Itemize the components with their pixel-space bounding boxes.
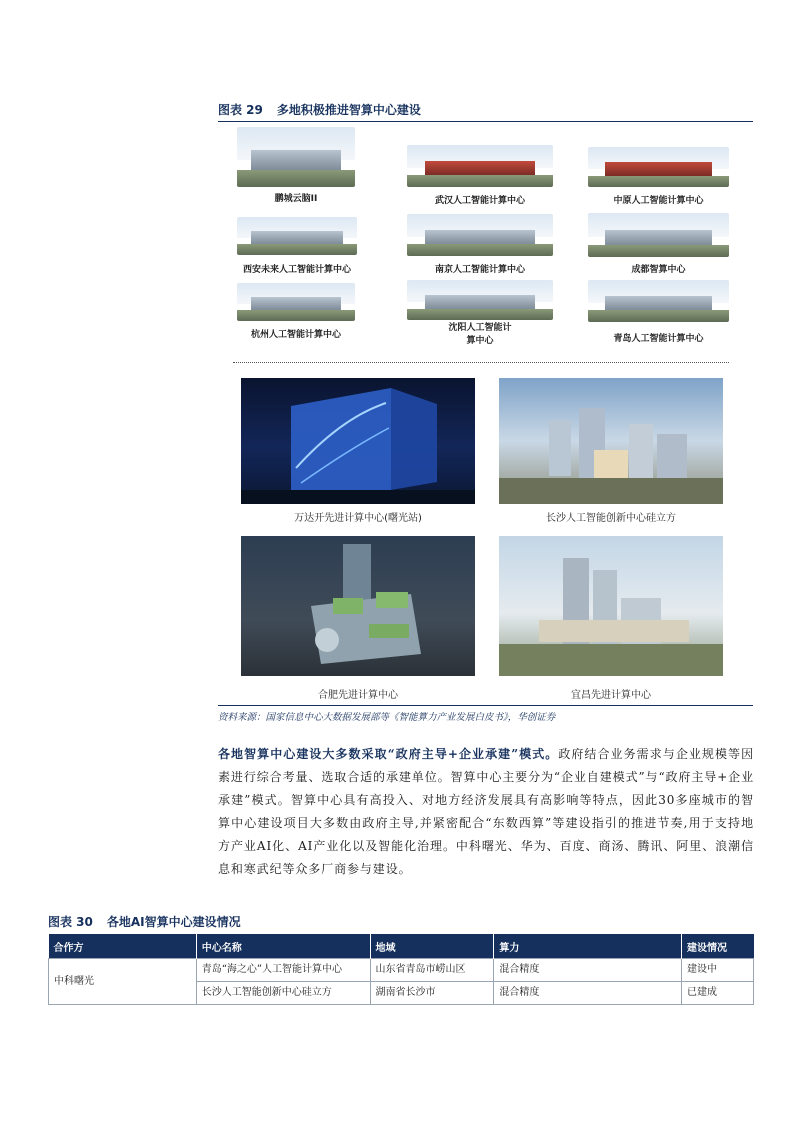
photo-wandakai	[241, 378, 475, 504]
table-cell-status: 建设中	[682, 959, 754, 982]
figure-30-number: 图表 30	[48, 915, 93, 929]
table-header-status: 建设情况	[682, 934, 754, 959]
table-header-power: 算力	[494, 934, 682, 959]
table-cell-center-name: 长沙人工智能创新中心硅立方	[196, 982, 370, 1005]
thumb-label-shenyang: 沈阳人工智能计算中心	[448, 323, 512, 346]
table-header-row	[49, 934, 754, 959]
thumb-image-pengcheng	[237, 127, 355, 187]
thumb-label-xian: 西安未来人工智能计算中心	[242, 265, 351, 275]
thumb-label-pengcheng: 鹏城云脑II	[274, 194, 318, 204]
figure-29-number: 图表 29	[218, 103, 263, 117]
paragraph-body: 政府结合业务需求与企业规模等因素进行综合考量、选取合适的承建单位。智算中心主要分为“企业自建模式”与“政府主导+企业承建”模式。智算中心具有高投入、对地方经济发展具有高影响等特点，因此30多座城市的智算中心建设项目大多数由政府主导,并紧密配合“东数西算”等建设指引的推进节奏,用于支持地方产业AI化、AI产业化以及智能化治理。中科曙光、华为、百度、商汤、腾讯、阿里、浪潮信息和寒武纪等众多厂商参与建设。	[218, 747, 754, 876]
thumb-image-nanjing	[407, 214, 553, 256]
table-cell-power: 混合精度	[494, 982, 682, 1005]
thumb-label-wuhan: 武汉人工智能计算中心	[434, 196, 525, 206]
figure-29-caption	[218, 101, 753, 122]
photo-changsha	[499, 378, 723, 504]
figure-30-caption	[48, 913, 241, 930]
table-cell-center-name: 青岛“海之心”人工智能计算中心	[196, 959, 370, 982]
photo-label-wandakai: 万达开先进计算中心(曙光站)	[294, 513, 422, 524]
photo-label-changsha: 长沙人工智能创新中心硅立方	[546, 513, 676, 524]
figure-29-source: 资料来源：国家信息中心大数据发展部等《智能算力产业发展白皮书》，华创证券	[218, 712, 556, 723]
thumb-image-qingdao	[588, 280, 729, 322]
figure-29-title: 多地积极推进智算中心建设	[276, 103, 421, 117]
thumb-image-zhongyuan	[588, 147, 729, 187]
thumb-image-wuhan	[407, 145, 553, 187]
table-cell-region: 湖南省长沙市	[370, 982, 494, 1005]
thumb-image-shenyang	[407, 280, 553, 320]
figure-30-title: 各地AI智算中心建设情况	[106, 915, 241, 929]
table-row	[49, 959, 754, 982]
ai-center-table	[48, 934, 754, 1005]
thumb-label-zhongyuan: 中原人工智能计算中心	[613, 196, 704, 206]
thumb-image-xian	[237, 217, 357, 255]
thumb-image-hangzhou	[237, 283, 355, 321]
photo-hefei	[241, 536, 475, 676]
table-cell-status: 已建成	[682, 982, 754, 1005]
source-divider	[218, 705, 753, 706]
table-header-center-name: 中心名称	[196, 934, 370, 959]
table-header-region: 地域	[370, 934, 494, 959]
table-cell-power: 混合精度	[494, 959, 682, 982]
thumb-label-qingdao: 青岛人工智能计算中心	[613, 334, 704, 344]
photo-label-yichang: 宜昌先进计算中心	[571, 690, 651, 701]
table-cell-region: 山东省青岛市崂山区	[370, 959, 494, 982]
photo-label-hefei: 合肥先进计算中心	[318, 690, 398, 701]
body-paragraph	[218, 743, 754, 881]
table-cell-partner: 中科曙光	[49, 959, 197, 1005]
dotted-divider	[233, 362, 729, 363]
thumb-image-chengdu	[588, 213, 729, 257]
thumb-label-chengdu: 成都智算中心	[631, 265, 686, 275]
thumb-label-hangzhou: 杭州人工智能计算中心	[250, 330, 341, 340]
photo-yichang	[499, 536, 723, 676]
paragraph-lead: 各地智算中心建设大多数采取“政府主导+企业承建”模式。	[218, 747, 559, 761]
thumb-label-nanjing: 南京人工智能计算中心	[434, 265, 525, 275]
table-header-partner: 合作方	[49, 934, 197, 959]
